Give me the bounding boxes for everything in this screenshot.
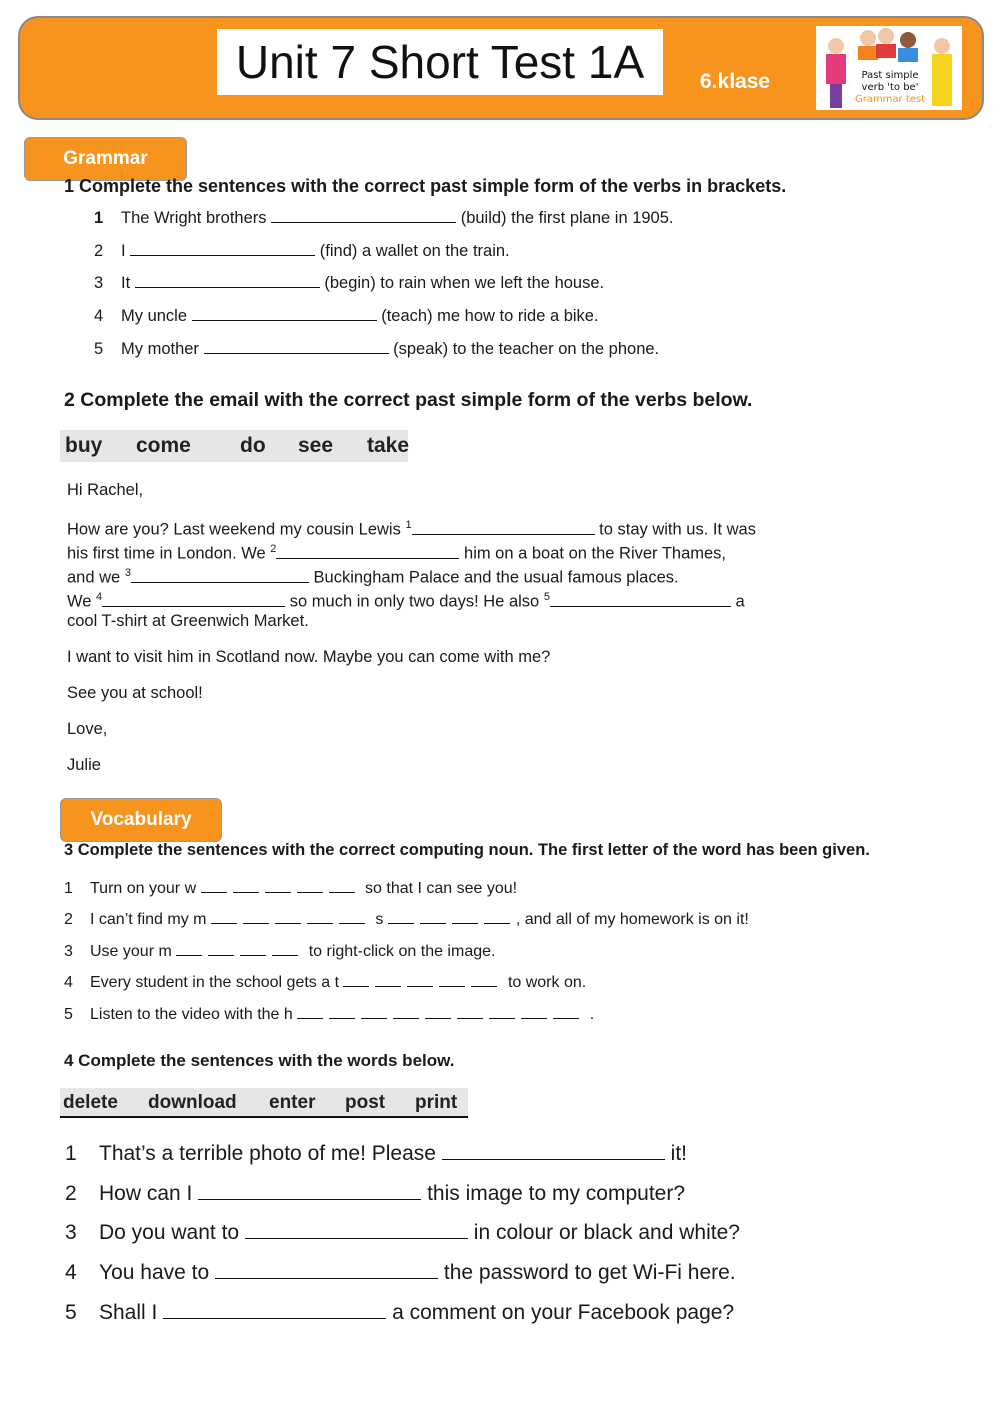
- item-text: this image to my computer?: [427, 1182, 685, 1205]
- letter-blank[interactable]: [420, 908, 446, 924]
- item-text: Turn on your w: [90, 880, 197, 897]
- letter-blank[interactable]: [343, 971, 369, 987]
- word-post: post: [345, 1092, 386, 1113]
- item-number: 3: [94, 274, 104, 292]
- ex1-item: [94, 305, 599, 326]
- word-do: do: [240, 434, 266, 457]
- item-number: 4: [64, 974, 73, 991]
- email-text: Buckingham Palace and the usual famous places.: [313, 568, 679, 587]
- email-text: How are you? Last weekend my cousin Lewis: [67, 520, 401, 539]
- email-sign-off: Love,: [67, 720, 108, 738]
- answer-blank[interactable]: [245, 1218, 468, 1239]
- answer-blank[interactable]: [198, 1179, 421, 1200]
- item-text: so that I can see you!: [365, 880, 518, 897]
- answer-blank[interactable]: [102, 591, 285, 607]
- gap-number: 2: [270, 543, 277, 555]
- letter-blank[interactable]: [452, 908, 478, 924]
- ex4-item: [65, 1298, 734, 1326]
- word-enter: enter: [269, 1092, 316, 1113]
- email-text: to stay with us. It was: [599, 520, 756, 539]
- word-come: come: [136, 434, 191, 457]
- letter-blank[interactable]: [297, 877, 323, 893]
- item-text: (find) a wallet on the train.: [319, 242, 510, 260]
- item-text: I: [121, 242, 126, 260]
- answer-blank[interactable]: [412, 519, 595, 535]
- ex2-word-box: [60, 430, 408, 462]
- letter-blank[interactable]: [375, 971, 401, 987]
- gap-number: 3: [124, 567, 131, 579]
- word-download: download: [148, 1092, 237, 1113]
- item-number: 5: [64, 1006, 73, 1023]
- item-text: in colour or black and white?: [473, 1221, 740, 1244]
- letter-blank[interactable]: [329, 1003, 355, 1019]
- answer-blank[interactable]: [131, 567, 309, 583]
- word-see: see: [298, 434, 334, 457]
- item-text: The Wright brothers: [121, 209, 267, 227]
- ex1-item: [94, 338, 659, 359]
- item-number: 5: [65, 1301, 77, 1324]
- item-number: 4: [94, 307, 104, 325]
- item-text: it!: [670, 1142, 687, 1165]
- item-text: a comment on your Facebook page?: [392, 1301, 735, 1324]
- email-paragraph: See you at school!: [67, 684, 203, 702]
- item-number: 4: [65, 1261, 77, 1284]
- answer-blank[interactable]: [163, 1298, 386, 1319]
- email-text: his first time in London. We: [67, 544, 266, 563]
- item-text: , and all of my homework is on it!: [515, 911, 749, 928]
- grammar-section-tab: Grammar: [24, 137, 187, 181]
- letter-blank[interactable]: [272, 940, 298, 956]
- item-text: Every student in the school gets a t: [90, 974, 340, 991]
- item-text: Listen to the video with the h: [90, 1006, 293, 1023]
- email-text: a: [735, 592, 745, 611]
- thumb-line-1: Past simple: [861, 70, 919, 81]
- gap-number: 1: [405, 519, 412, 531]
- email-signature: Julie: [67, 756, 101, 774]
- letter-blank[interactable]: [208, 940, 234, 956]
- ex1-item: [94, 240, 510, 261]
- grade-label: 6.klase: [700, 70, 771, 93]
- item-text: to right-click on the image.: [308, 943, 496, 960]
- word-delete: delete: [63, 1092, 118, 1113]
- word-take: take: [367, 434, 410, 457]
- answer-blank[interactable]: [550, 591, 731, 607]
- item-text: How can I: [99, 1182, 193, 1205]
- ex3-item: [64, 1003, 594, 1025]
- item-number: 1: [94, 209, 104, 227]
- item-text: (build) the first plane in 1905.: [460, 209, 674, 227]
- ex2-heading: 2 Complete the email with the correct past simple form of the verbs below.: [64, 389, 753, 411]
- letter-blank[interactable]: [393, 1003, 419, 1019]
- item-number: 3: [64, 943, 73, 960]
- letter-blank[interactable]: [439, 971, 465, 987]
- email-line-5: cool T-shirt at Greenwich Market.: [67, 612, 309, 630]
- item-number: 1: [65, 1142, 77, 1165]
- letter-blank[interactable]: [339, 908, 365, 924]
- answer-blank[interactable]: [192, 305, 377, 321]
- email-paragraph: I want to visit him in Scotland now. Maybe you can come with me?: [67, 648, 551, 666]
- letter-blank[interactable]: [201, 877, 227, 893]
- letter-blank[interactable]: [211, 908, 237, 924]
- item-text: Shall I: [99, 1301, 158, 1324]
- answer-blank[interactable]: [215, 1258, 438, 1279]
- item-text: You have to: [99, 1261, 210, 1284]
- answer-blank[interactable]: [135, 272, 320, 288]
- letter-blank[interactable]: [176, 940, 202, 956]
- letter-blank[interactable]: [388, 908, 414, 924]
- ex1-item: [94, 207, 674, 228]
- letter-blank[interactable]: [489, 1003, 515, 1019]
- ex4-word-box: [60, 1088, 468, 1118]
- item-text: My uncle: [121, 307, 188, 325]
- item-text: I can’t find my m: [90, 911, 207, 928]
- ex4-item: [65, 1218, 740, 1246]
- answer-blank[interactable]: [271, 207, 456, 223]
- ex1-heading: 1 Complete the sentences with the correct past simple form of the verbs in brackets.: [64, 176, 787, 196]
- item-number: 2: [64, 911, 73, 928]
- thumb-line-3: Grammar test: [854, 94, 926, 105]
- ex1-item: [94, 272, 604, 293]
- letter-blank[interactable]: [275, 908, 301, 924]
- answer-blank[interactable]: [276, 543, 459, 559]
- ex4-item: [65, 1179, 685, 1207]
- header-thumbnail: [816, 26, 962, 110]
- letter-blank[interactable]: [457, 1003, 483, 1019]
- email-text: and we: [67, 568, 121, 587]
- gap-number: 5: [543, 591, 550, 603]
- ex4-item: [65, 1139, 687, 1167]
- letter-blank[interactable]: [553, 1003, 579, 1019]
- item-number: 5: [94, 340, 104, 358]
- word-print: print: [415, 1092, 458, 1113]
- item-text: .: [589, 1006, 595, 1023]
- ex4-item: [65, 1258, 736, 1286]
- letter-blank[interactable]: [329, 877, 355, 893]
- ex3-item: [64, 971, 586, 993]
- item-number: 2: [65, 1182, 77, 1205]
- item-text: (speak) to the teacher on the phone.: [393, 340, 660, 358]
- thumb-line-2: verb 'to be': [861, 82, 919, 93]
- letter-blank[interactable]: [297, 1003, 323, 1019]
- email-text: We: [67, 592, 92, 611]
- answer-blank[interactable]: [130, 240, 315, 256]
- item-text: That’s a terrible photo of me! Please: [99, 1142, 436, 1165]
- page-title: Unit 7 Short Test 1A: [217, 29, 663, 95]
- item-text: It: [121, 274, 131, 292]
- ex3-item: [64, 940, 495, 962]
- item-text: the password to get Wi-Fi here.: [443, 1261, 736, 1284]
- vocabulary-section-tab: Vocabulary: [60, 798, 222, 842]
- item-text: (begin) to rain when we left the house.: [324, 274, 605, 292]
- email-text: so much in only two days! He also: [289, 592, 540, 611]
- email-greeting: Hi Rachel,: [67, 481, 144, 499]
- letter-blank[interactable]: [521, 1003, 547, 1019]
- ex3-heading: 3 Complete the sentences with the correct computing noun. The first letter of the word has been given.: [64, 841, 870, 859]
- word-buy: buy: [65, 434, 103, 457]
- gap-number: 4: [96, 591, 103, 603]
- letter-blank[interactable]: [307, 908, 333, 924]
- letter-blank[interactable]: [407, 971, 433, 987]
- item-text: (teach) me how to ride a bike.: [381, 307, 599, 325]
- ex3-item: [64, 877, 517, 899]
- letter-blank[interactable]: [425, 1003, 451, 1019]
- answer-blank[interactable]: [442, 1139, 665, 1160]
- item-text: to work on.: [507, 974, 587, 991]
- item-text: s: [375, 911, 384, 928]
- ex3-item: [64, 908, 749, 930]
- letter-blank[interactable]: [361, 1003, 387, 1019]
- letter-blank[interactable]: [243, 908, 269, 924]
- email-text: him on a boat on the River Thames,: [464, 544, 727, 563]
- letter-blank[interactable]: [484, 908, 510, 924]
- ex4-heading: 4 Complete the sentences with the words below.: [64, 1051, 455, 1070]
- item-number: 1: [64, 880, 73, 897]
- item-number: 2: [94, 242, 104, 260]
- answer-blank[interactable]: [204, 338, 389, 354]
- item-number: 3: [65, 1221, 77, 1244]
- item-text: Do you want to: [99, 1221, 240, 1244]
- letter-blank[interactable]: [233, 877, 259, 893]
- letter-blank[interactable]: [265, 877, 291, 893]
- item-text: My mother: [121, 340, 199, 358]
- letter-blank[interactable]: [471, 971, 497, 987]
- letter-blank[interactable]: [240, 940, 266, 956]
- item-text: Use your m: [90, 943, 172, 960]
